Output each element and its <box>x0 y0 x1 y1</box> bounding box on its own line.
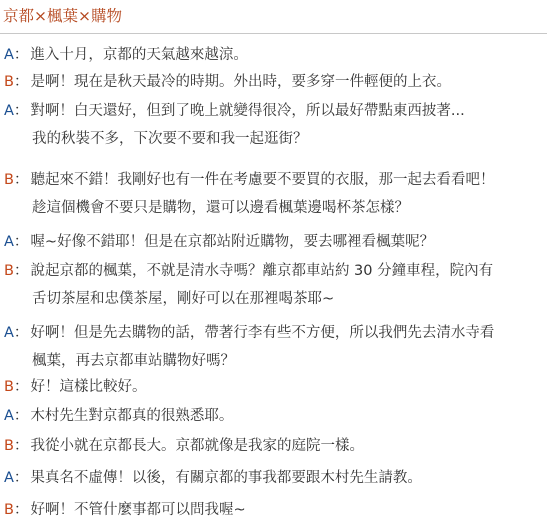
speaker-colon: ： <box>13 408 29 424</box>
dialogue-text: 說起京都的楓葉，不就是清水寺嗎？離京都車站約 30 分鐘車程，院內有 <box>30 263 494 279</box>
dialogue-line <box>4 72 451 92</box>
dialogue-line-continued <box>32 351 235 371</box>
speaker-colon: ： <box>13 502 29 518</box>
title-divider <box>0 33 547 34</box>
dialogue-text: 是啊！現在是秋天最冷的時期。外出時，要多穿一件輕便的上衣。 <box>30 74 451 90</box>
speaker-label: B <box>4 438 14 454</box>
dialogue-text: 對啊！白天還好，但到了晚上就變得很冷，所以最好帶點東西披著... <box>30 103 465 119</box>
speaker-colon: ： <box>13 438 29 454</box>
dialogue-text: 木村先生對京都真的很熟悉耶。 <box>30 408 234 424</box>
dialogue-line <box>4 101 465 121</box>
dialogue-text: 趁這個機會不要只是購物，還可以邊看楓葉邊喝杯茶怎樣？ <box>32 200 409 216</box>
speaker-colon: ： <box>13 234 29 250</box>
speaker-label: A <box>4 47 14 63</box>
speaker-label: B <box>4 502 14 518</box>
dialogue-text: 進入十月，京都的天氣越來越涼。 <box>30 47 248 63</box>
dialogue-line <box>4 261 493 281</box>
dialogue-text: 果真名不虛傳！以後，有關京都的事我都要跟木村先生請教。 <box>30 470 422 486</box>
page-title: 京都×楓葉×購物 <box>3 7 122 25</box>
speaker-label: A <box>4 103 14 119</box>
speaker-label: A <box>4 234 14 250</box>
speaker-label: A <box>4 470 14 486</box>
dialogue-line-continued <box>32 289 334 309</box>
dialogue-line <box>4 468 422 488</box>
speaker-colon: ： <box>13 47 29 63</box>
speaker-colon: ： <box>13 379 29 395</box>
speaker-label: B <box>4 74 14 90</box>
dialogue-line <box>4 406 233 426</box>
speaker-colon: ： <box>13 470 29 486</box>
speaker-colon: ： <box>13 263 29 279</box>
dialogue-text: 好啊！不管什麼事都可以問我喔~ <box>30 502 246 518</box>
dialogue-text: 舌切茶屋和忠僕茶屋，剛好可以在那裡喝茶耶~ <box>32 291 335 307</box>
speaker-label: B <box>4 379 14 395</box>
dialogue-text: 好啊！但是先去購物的話，帶著行李有些不方便，所以我們先去清水寺看 <box>30 325 495 341</box>
dialogue-line <box>4 436 364 456</box>
dialogue-line-continued <box>32 198 409 218</box>
speaker-colon: ： <box>13 103 29 119</box>
dialogue-line <box>4 500 246 520</box>
dialogue-line-continued <box>32 129 308 149</box>
dialogue-text: 我的秋裝不多，下次要不要和我一起逛街？ <box>32 131 308 147</box>
speaker-colon: ： <box>13 74 29 90</box>
dialogue-line <box>4 232 434 252</box>
dialogue-line <box>4 377 146 397</box>
dialogue-text: 喔~好像不錯耶！但是在京都站附近購物，要去哪裡看楓葉呢？ <box>30 234 435 250</box>
speaker-label: A <box>4 325 14 341</box>
speaker-label: B <box>4 263 14 279</box>
speaker-colon: ： <box>13 325 29 341</box>
dialogue-text: 我從小就在京都長大。京都就像是我家的庭院一樣。 <box>30 438 364 454</box>
dialogue-line <box>4 323 494 343</box>
dialogue-text: 好！這樣比較好。 <box>30 379 147 395</box>
speaker-label: A <box>4 408 14 424</box>
dialogue-text: 聽起來不錯！我剛好也有一件在考慮要不要買的衣服，那一起去看看吧！ <box>30 172 495 188</box>
speaker-colon: ： <box>13 172 29 188</box>
speaker-label: B <box>4 172 14 188</box>
dialogue-text: 楓葉，再去京都車站購物好嗎？ <box>32 353 235 369</box>
dialogue-line <box>4 170 494 190</box>
dialogue-line <box>4 45 248 65</box>
